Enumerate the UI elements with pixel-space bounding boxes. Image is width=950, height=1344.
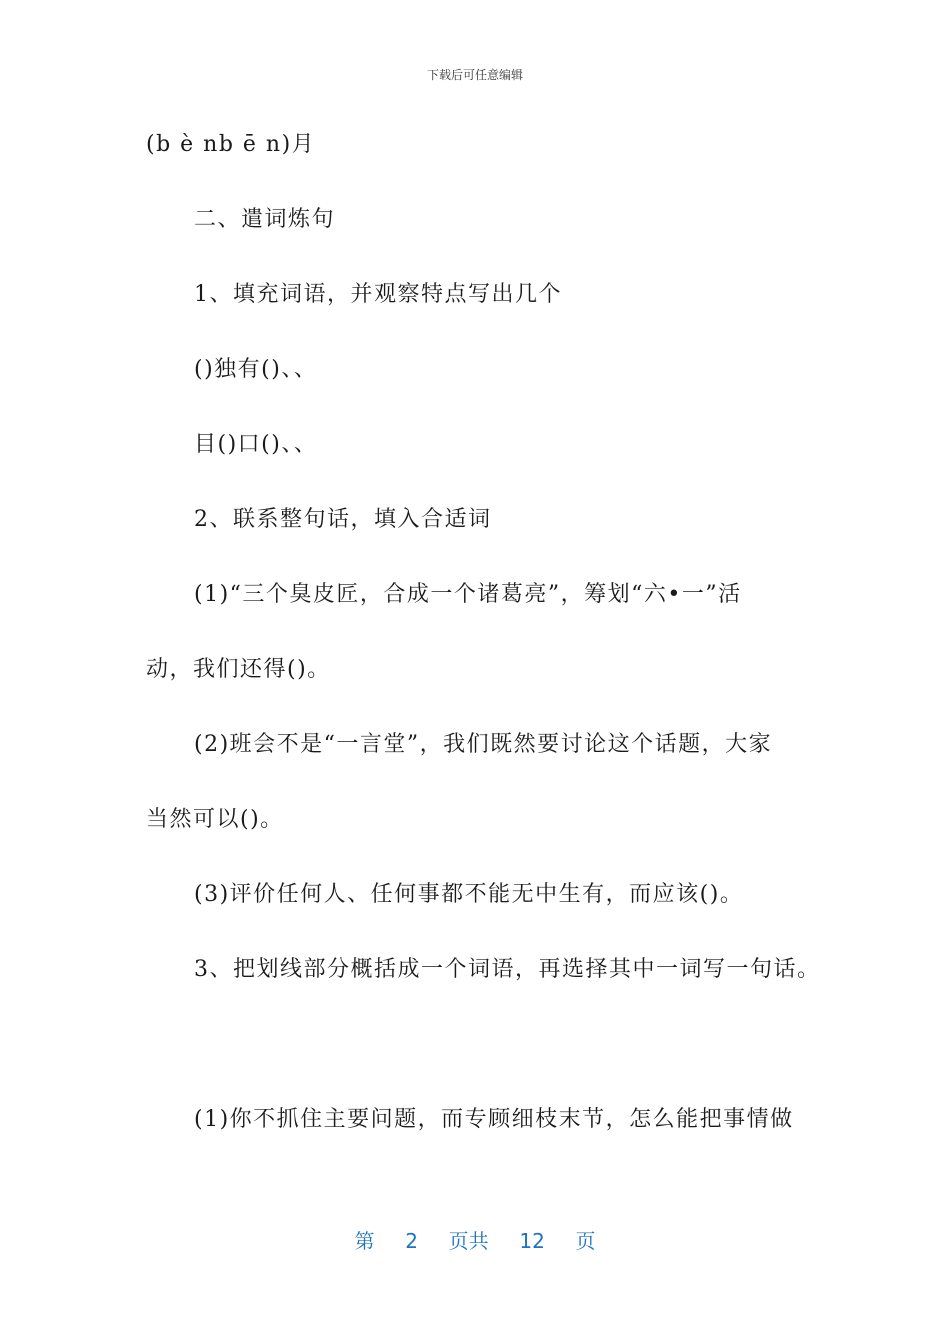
footer-current-page: 2 <box>405 1229 418 1253</box>
question-2-item-2-line-1: (2)班会不是“一言堂”，我们既然要讨论这个话题，大家 <box>194 732 773 757</box>
question-2-item-1-line-2: 动，我们还得()。 <box>146 657 331 682</box>
footer-middle: 页共 <box>448 1229 489 1253</box>
question-2-heading: 2、联系整句话，填入合适词 <box>194 507 492 532</box>
text-line-pinyin: (b è nb ē n)月 <box>146 132 316 157</box>
question-2-item-2-line-2: 当然可以()。 <box>146 807 284 832</box>
question-3-heading: 3、把划线部分概括成一个词语，再选择其中一词写一句话。 <box>194 957 821 982</box>
page-footer <box>0 1225 950 1254</box>
question-1-item-a: ()独有()、、 <box>194 357 318 382</box>
page-header: 下载后可任意编辑 <box>426 68 523 82</box>
question-1-item-b: 目()口()、、 <box>194 432 318 457</box>
question-1-heading: 1、填充词语，并观察特点写出几个 <box>194 282 562 307</box>
footer-prefix: 第 <box>354 1229 375 1253</box>
footer-suffix: 页 <box>575 1229 596 1253</box>
question-2-item-3: (3)评价任何人、任何事都不能无中生有，而应该()。 <box>194 882 744 907</box>
question-2-item-1-line-1: (1)“三个臭皮匠，合成一个诸葛亮”，筹划“六•一”活 <box>194 582 742 607</box>
question-3-item-1: (1)你不抓住主要问题，而专顾细枝末节，怎么能把事情做 <box>194 1107 794 1132</box>
section-heading-2: 二、遣词炼句 <box>194 207 336 232</box>
footer-total-pages: 12 <box>519 1229 545 1253</box>
